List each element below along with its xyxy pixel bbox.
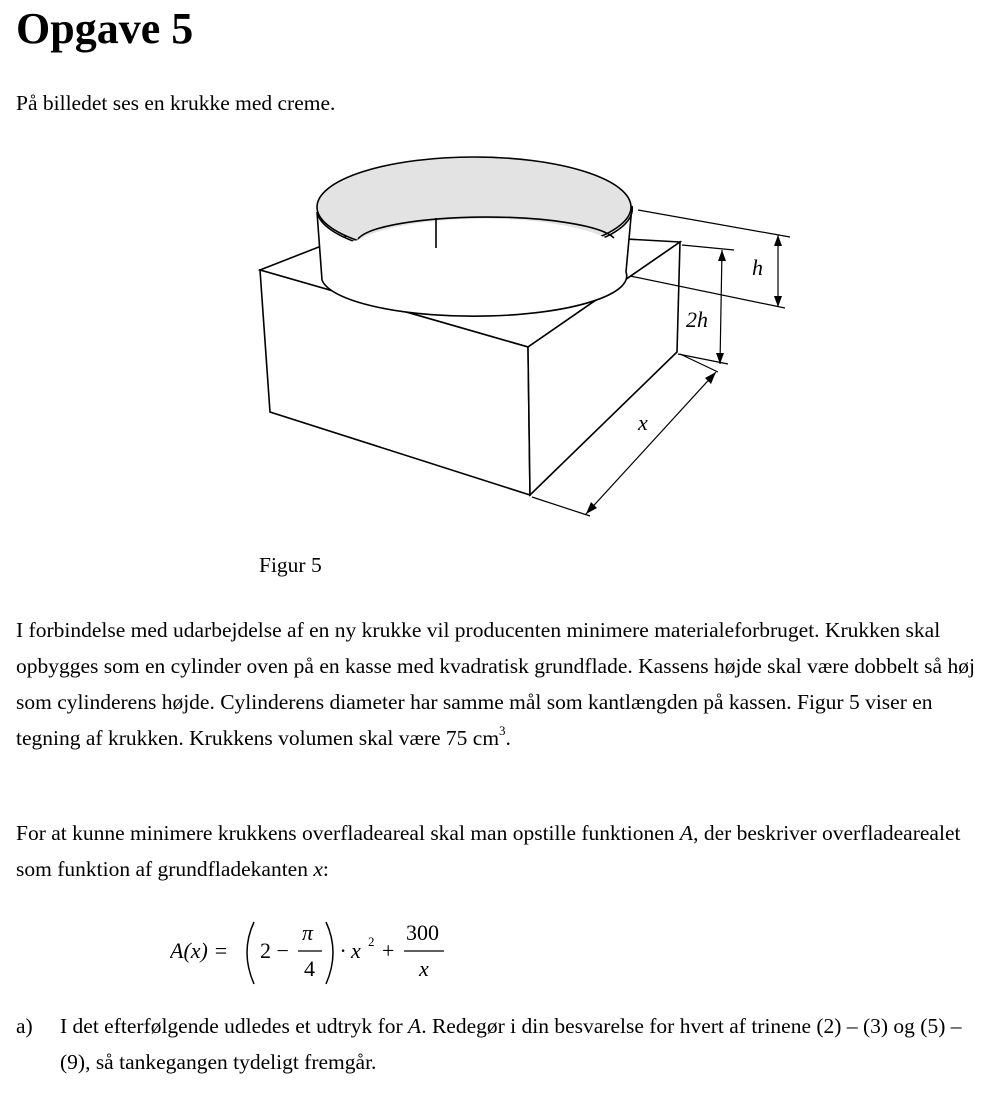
- dim-h-arrowhead-bottom: [774, 296, 782, 307]
- dim-2h-arrowhead-top: [718, 250, 726, 261]
- formula-numerator: 300: [406, 920, 439, 945]
- formula-exponent: 2: [368, 934, 375, 949]
- func-desc-var-a: A: [679, 821, 694, 845]
- area-formula: [170, 912, 500, 992]
- func-desc-part1: For at kunne minimere krukkens overfladeareal skal man opstille funktionen: [16, 821, 680, 845]
- task-a-part1: I det efterfølgende udledes et udtryk for: [60, 1014, 409, 1038]
- formula-dot-x: · x: [340, 938, 361, 963]
- formula-left-paren: [247, 922, 254, 984]
- formula-two-minus: 2 −: [260, 938, 289, 963]
- dim-h-arrowhead-top: [774, 235, 782, 246]
- page-title: Opgave 5: [16, 4, 194, 53]
- dim-2h-arrow: [720, 250, 722, 364]
- dim-h-ext-top: [638, 210, 790, 237]
- figure-caption: Figur 5: [259, 553, 322, 577]
- task-a-label: a): [16, 1014, 33, 1038]
- jar-drawing: [250, 150, 810, 530]
- problem-end: .: [505, 726, 511, 750]
- problem-text: I forbindelse med udarbejdelse af en ny krukke vil producenten minimere materialeforbruget. Krukken skal opbygges som en cylinder oven på en kasse med kvadratisk grundflade. Kassens højde skal være dobbelt så høj som cylinderens højde. Cylinderens diameter har samme mål som kantlængden på kassen. Figur 5 viser en tegning af krukken. Krukkens volumen skal være 75 cm: [16, 618, 975, 750]
- volume-unit-exponent: 3: [499, 722, 506, 738]
- formula-plus: +: [382, 938, 395, 963]
- func-desc-part3: :: [322, 857, 329, 881]
- formula-right-paren: [326, 922, 333, 984]
- dim-x-ext-top: [680, 354, 718, 372]
- task-a-part2: . Redegør i din besvarelse for hvert af trinene (2) – (3) og (5) – (9), så tankegangen tydeligt fremgår.: [60, 1014, 962, 1074]
- func-desc-part2: , der beskriver overfladearealet som funktion af grundfladekanten: [16, 821, 961, 881]
- label-x: x: [638, 410, 648, 435]
- task-a-var-a: A: [408, 1014, 422, 1038]
- dim-2h-ext-top: [682, 245, 734, 250]
- intro-text: På billedet ses en krukke med creme.: [16, 91, 336, 115]
- func-desc-var-x: x: [313, 857, 323, 881]
- formula-four: 4: [304, 956, 315, 981]
- formula-lhs: A(x) =: [170, 938, 229, 963]
- area-formula-svg: [170, 912, 500, 992]
- jar-figure: [250, 150, 810, 530]
- formula-denominator: x: [419, 956, 429, 981]
- formula-pi: π: [302, 920, 314, 945]
- function-description: [16, 815, 976, 887]
- label-h: h: [752, 255, 763, 280]
- dim-x-ext-bottom: [532, 497, 590, 516]
- task-a-text: [60, 1008, 970, 1080]
- label-2h: 2h: [686, 307, 708, 332]
- problem-description: [16, 612, 976, 756]
